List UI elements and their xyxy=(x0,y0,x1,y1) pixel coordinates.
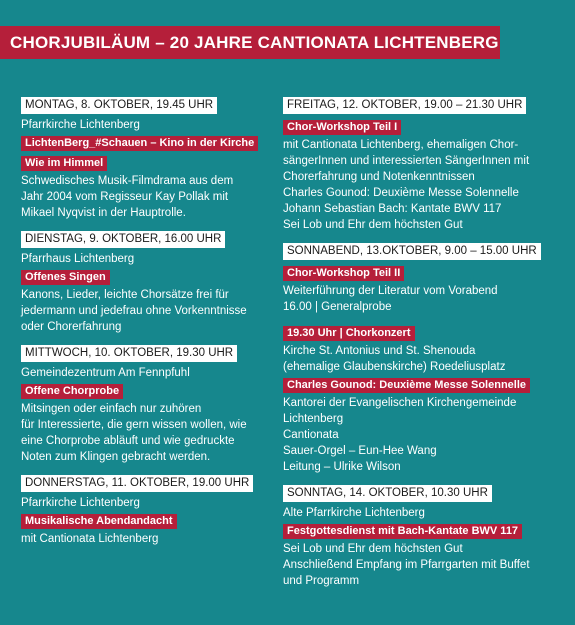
event-title: Offene Chorprobe xyxy=(21,384,123,399)
event-saturday xyxy=(283,241,568,315)
event-title: Festgottesdienst mit Bach-Kantate BWV 117 xyxy=(283,524,522,539)
event-description: Cantionata xyxy=(283,429,339,441)
event-venue: Pfarrhaus Lichtenberg xyxy=(21,253,135,265)
event-venue: Kirche St. Antonius und St. Shenouda xyxy=(283,345,476,357)
event-description: Johann Sebastian Bach: Kantate BWV 117 xyxy=(283,203,502,215)
event-description: Leitung – Ulrike Wilson xyxy=(283,461,401,473)
event-title: Musikalische Abendandacht xyxy=(21,514,177,529)
event-thursday xyxy=(21,473,276,547)
event-description: Mitsingen oder einfach nur zuhören xyxy=(21,403,202,415)
event-description: 16.00 | Generalprobe xyxy=(283,301,392,313)
event-wednesday xyxy=(21,343,276,465)
event-description: Chorerfahrung und Notenkenntnissen xyxy=(283,171,475,183)
event-description: Anschließend Empfang im Pfarrgarten mit Buffet xyxy=(283,559,530,571)
event-concert xyxy=(283,323,568,475)
event-description: jedermann und jedefrau ohne Vorkenntnisse xyxy=(21,305,247,317)
event-venue: Pfarrkirche Lichtenberg xyxy=(21,497,140,509)
event-description: Jahr 2004 vom Regisseur Kay Pollak mit xyxy=(21,191,229,203)
page-title-banner xyxy=(0,26,500,59)
event-sunday xyxy=(283,483,568,589)
event-venue: Pfarrkirche Lichtenberg xyxy=(21,119,140,131)
event-venue: (ehemalige Glaubenskirche) Roedeliusplatz xyxy=(283,361,506,373)
event-tag: LichtenBerg_#Schauen – Kino in der Kirche xyxy=(21,136,258,151)
event-description: Kanons, Lieder, leichte Chorsätze frei für xyxy=(21,289,229,301)
event-venue: Alte Pfarrkirche Lichtenberg xyxy=(283,507,425,519)
event-description: eine Chorprobe abläuft und wie gedruckte xyxy=(21,435,235,447)
event-description: Weiterführung der Literatur vom Vorabend xyxy=(283,285,498,297)
event-tuesday xyxy=(21,229,276,335)
event-title: Wie im Himmel xyxy=(21,156,107,171)
event-description: Sei Lob und Ehr dem höchsten Gut xyxy=(283,219,463,231)
event-description: mit Cantionata Lichtenberg, ehemaligen Chor- xyxy=(283,139,519,151)
event-date: MONTAG, 8. OKTOBER, 19.45 UHR xyxy=(21,97,217,114)
event-description: Sauer-Orgel – Eun-Hee Wang xyxy=(283,445,437,457)
page-title: CHORJUBILÄUM – 20 JAHRE CANTIONATA LICHTENBERG xyxy=(10,32,499,52)
event-venue: Gemeindezentrum Am Fennpfuhl xyxy=(21,367,190,379)
event-monday xyxy=(21,95,276,221)
event-description: Lichtenberg xyxy=(283,413,344,425)
right-column xyxy=(283,95,568,597)
event-description: Noten zum Klingen gebracht werden. xyxy=(21,451,211,463)
event-title: Chor-Workshop Teil I xyxy=(283,120,401,135)
event-title: Offenes Singen xyxy=(21,270,110,285)
event-description: oder Chorerfahrung xyxy=(21,321,122,333)
left-column xyxy=(21,95,276,555)
event-description: Sei Lob und Ehr dem höchsten Gut xyxy=(283,543,463,555)
event-description: mit Cantionata Lichtenberg xyxy=(21,533,159,545)
event-date: DONNERSTAG, 11. OKTOBER, 19.00 UHR xyxy=(21,475,253,492)
event-description: Charles Gounod: Deuxième Messe Solennelle xyxy=(283,187,519,199)
event-description: Kantorei der Evangelischen Kirchengemeinde xyxy=(283,397,517,409)
event-date: DIENSTAG, 9. OKTOBER, 16.00 UHR xyxy=(21,231,225,248)
event-date: SONNABEND, 13.OKTOBER, 9.00 – 15.00 UHR xyxy=(283,243,541,260)
event-description: sängerInnen und interessierten SängerInnen mit xyxy=(283,155,530,167)
event-program: Charles Gounod: Deuxième Messe Solennelle xyxy=(283,378,530,393)
event-title: Chor-Workshop Teil II xyxy=(283,266,404,281)
event-title: 19.30 Uhr | Chorkonzert xyxy=(283,326,415,341)
event-date: SONNTAG, 14. OKTOBER, 10.30 UHR xyxy=(283,485,492,502)
event-date: MITTWOCH, 10. OKTOBER, 19.30 UHR xyxy=(21,345,237,362)
event-friday xyxy=(283,95,568,233)
event-description: Schwedisches Musik-Filmdrama aus dem xyxy=(21,175,234,187)
event-description: Mikael Nyqvist in der Hauptrolle. xyxy=(21,207,186,219)
event-description: für Interessierte, die gern wissen wollen, wie xyxy=(21,419,247,431)
event-date: FREITAG, 12. OKTOBER, 19.00 – 21.30 UHR xyxy=(283,97,526,114)
event-description: und Programm xyxy=(283,575,360,587)
